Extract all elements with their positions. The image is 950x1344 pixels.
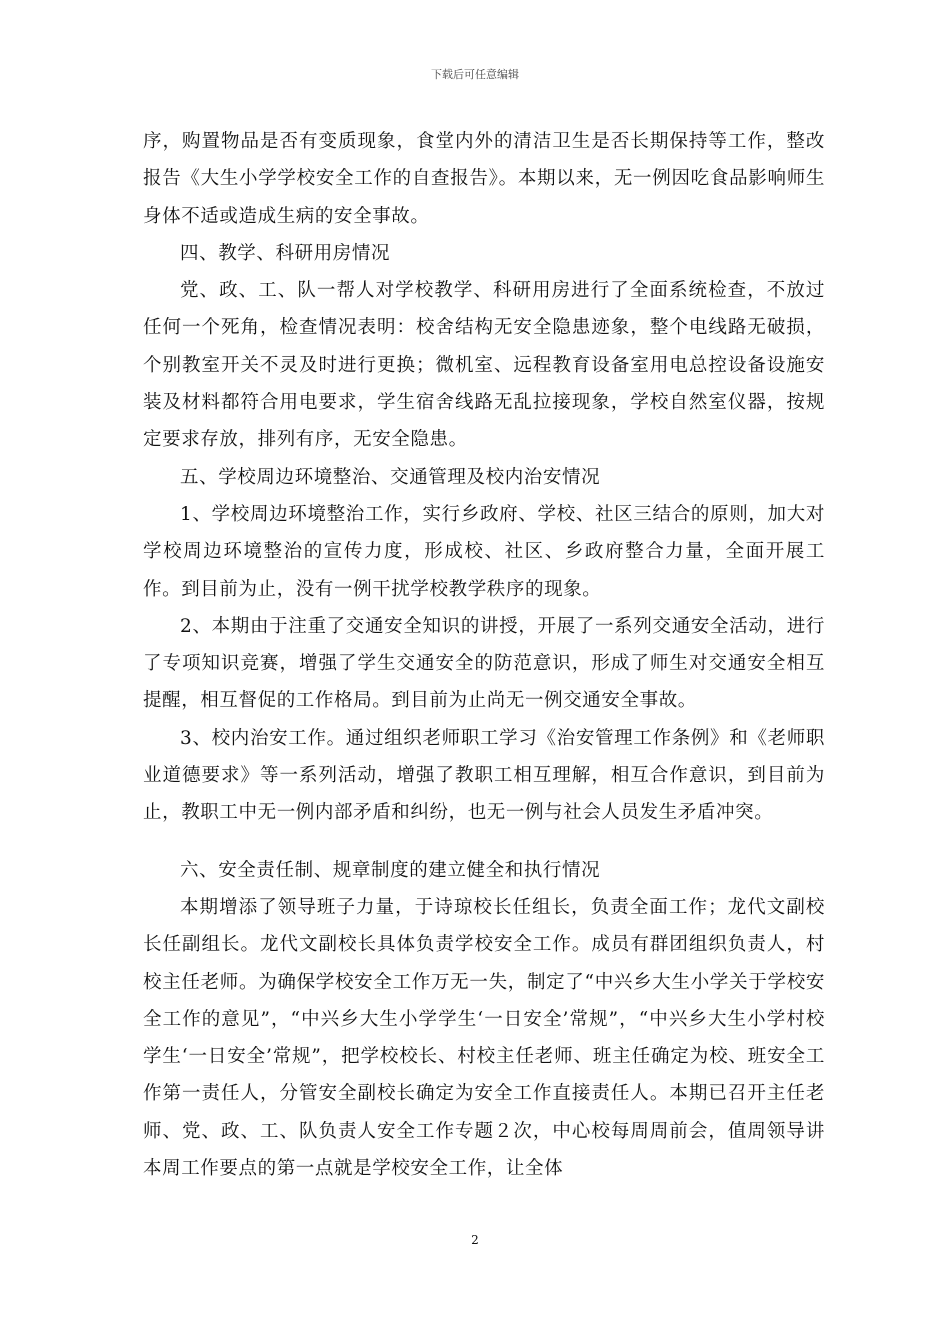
- paragraph-campus-security: 3、校内治安工作。通过组织老师职工学习《治安管理工作条例》和《老师职业道德要求》等一系列活动，增强了教职工相互理解，相互合作意识，到目前为止，教职工中无一例内部矛盾和纠纷，也无一例与社会人员发生矛盾冲突。: [143, 727, 825, 824]
- section-heading-5: 五、学校周边环境整治、交通管理及校内治安情况: [180, 466, 601, 488]
- paragraph-classrooms: 党、政、工、队一帮人对学校教学、科研用房进行了全面系统检查，不放过任何一个死角，检查情况表明：校舍结构无安全隐患迹象，整个电线路无破损，个别教室开关不灵及时进行更换；微机室、远程教育设备室用电总控设备设施安装及材料都符合用电要求，学生宿舍线路无乱拉接现象，学校自然室仪器，按规定要求存放，排列有序，无安全隐患。: [143, 280, 825, 451]
- paragraph-canteen-continued: 序，购置物品是否有变质现象，食堂内外的清洁卫生是否长期保持等工作，整改报告《大生小学学校安全工作的自查报告》。本期以来，无一例因吃食品影响师生身体不适或造成生病的安全事故。: [143, 131, 825, 227]
- paragraph-environment: 1、学校周边环境整治工作，实行乡政府、学校、社区三结合的原则，加大对学校周边环境整治的宣传力度，形成校、社区、乡政府整合力量，全面开展工作。到目前为止，没有一例干扰学校教学秩序的现象。: [143, 503, 825, 600]
- paragraph-responsibility: 本期增添了领导班子力量，于诗琼校长任组长，负责全面工作；龙代文副校长任副组长。龙代文副校长具体负责学校安全工作。成员有群团组织负责人，村校主任老师。为确保学校安全工作万无一失，制定了“中兴乡大生小学关于学校安全工作的意见”，“中兴乡大生小学学生‘一日安全’常规”，“中兴乡大生小学村校学生‘一日安全’常规”，把学校校长、村校主任老师、班主任确定为校、班安全工作第一责任人，分管安全副校长确定为安全工作直接责任人。本期已召开主任老师、党、政、工、队负责人安全工作专题２次，中心校每周周前会，值周领导讲本周工作要点的第一点就是学校安全工作，让全体: [143, 896, 825, 1180]
- page-number: 2: [471, 1233, 479, 1247]
- page-header: 下载后可任意编辑: [431, 68, 519, 81]
- section-heading-6: 六、安全责任制、规章制度的建立健全和执行情况: [180, 859, 601, 881]
- section-heading-4: 四、教学、科研用房情况: [180, 242, 391, 264]
- paragraph-traffic: 2、本期由于注重了交通安全知识的讲授，开展了一系列交通安全活动，进行了专项知识竞赛，增强了学生交通安全的防范意识，形成了师生对交通安全相互提醒，相互督促的工作格局。到目前为止尚无一例交通安全事故。: [143, 615, 825, 712]
- document-body: [143, 123, 825, 1187]
